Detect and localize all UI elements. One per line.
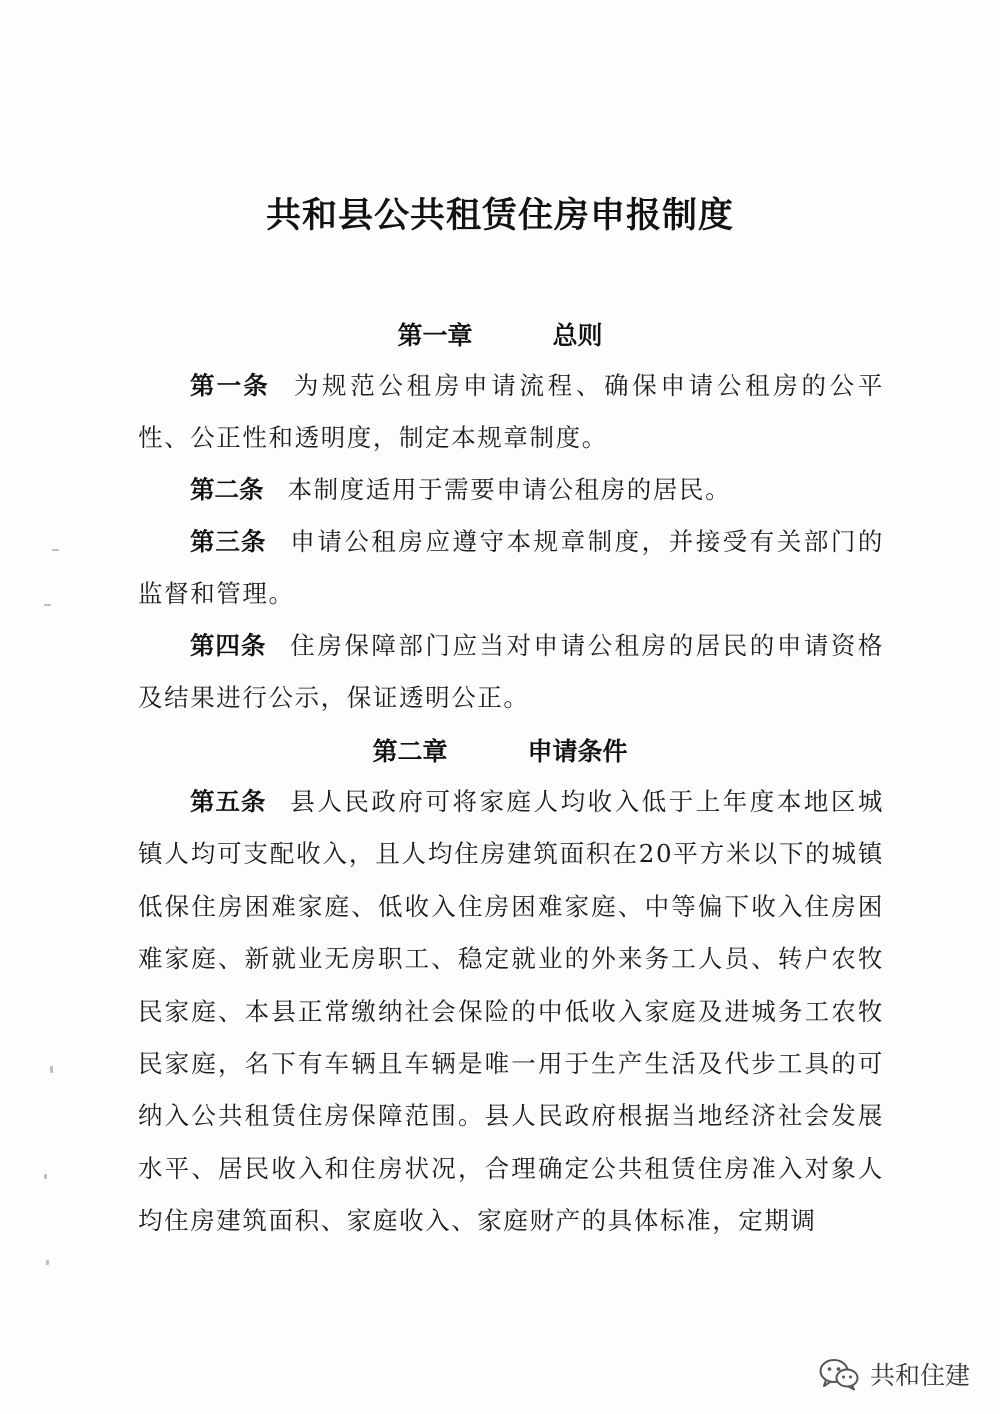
chapter-name: 总则: [552, 321, 603, 350]
article-1: [138, 360, 884, 465]
scan-speck: [50, 1066, 53, 1073]
scan-speck: [44, 1174, 47, 1179]
wechat-icon: [818, 1357, 860, 1391]
article-2: [138, 464, 884, 516]
article-3: [138, 516, 884, 621]
article-text: 本制度适用于需要申请公租房的居民。: [287, 475, 732, 504]
chapter-number: 第一章: [397, 321, 473, 350]
article-label: 第三条: [190, 527, 267, 556]
article-4: [138, 620, 884, 725]
chapter-number: 第二章: [372, 737, 448, 766]
chapter-name: 申请条件: [527, 737, 628, 766]
article-label: 第一条: [190, 371, 270, 400]
scan-speck: [46, 1260, 49, 1265]
article-label: 第五条: [190, 787, 267, 816]
scan-speck: [44, 604, 51, 606]
article-label: 第四条: [190, 631, 267, 660]
article-text: 县人民政府可将家庭人均收入低于上年度本地区城镇人均可支配收入，且人均住房建筑面积在20平方米以下的城镇低保住房困难家庭、低收入住房困难家庭、中等偏下收入住房困难家庭、新就业无房职工、稳定就业的外来务工人员、转户农牧民家庭、本县正常缴纳社会保险的中低收入家庭及进城务工农牧民家庭，名下有车辆且车辆是唯一用于生产生活及代步工具的可纳入公共租赁住房保障范围。县人民政府根据当地经济社会发展水平、居民收入和住房状况，合理确定公共租赁住房准入对象人均住房建筑面积、家庭收入、家庭财产的具体标准，定期调: [138, 787, 885, 1236]
article-text: 住房保障部门应当对申请公租房的居民的申请资格及结果进行公示，保证透明公正。: [138, 631, 885, 713]
document-title: 共和县公共租赁住房申报制度: [265, 196, 734, 236]
article-text: 申请公租房应遵守本规章制度，并接受有关部门的监督和管理。: [138, 527, 885, 609]
watermark-text: 共和住建: [869, 1361, 970, 1390]
article-text: 为规范公租房申请流程、确保申请公租房的公平性、公正性和透明度，制定本规章制度。: [138, 371, 884, 453]
article-label: 第二条: [190, 475, 264, 504]
article-5: [138, 776, 884, 1248]
wechat-watermark: [818, 1354, 970, 1394]
chapter-heading-1: [0, 316, 1000, 352]
chapter-heading-2: [0, 732, 1000, 768]
scan-speck: [52, 549, 59, 551]
